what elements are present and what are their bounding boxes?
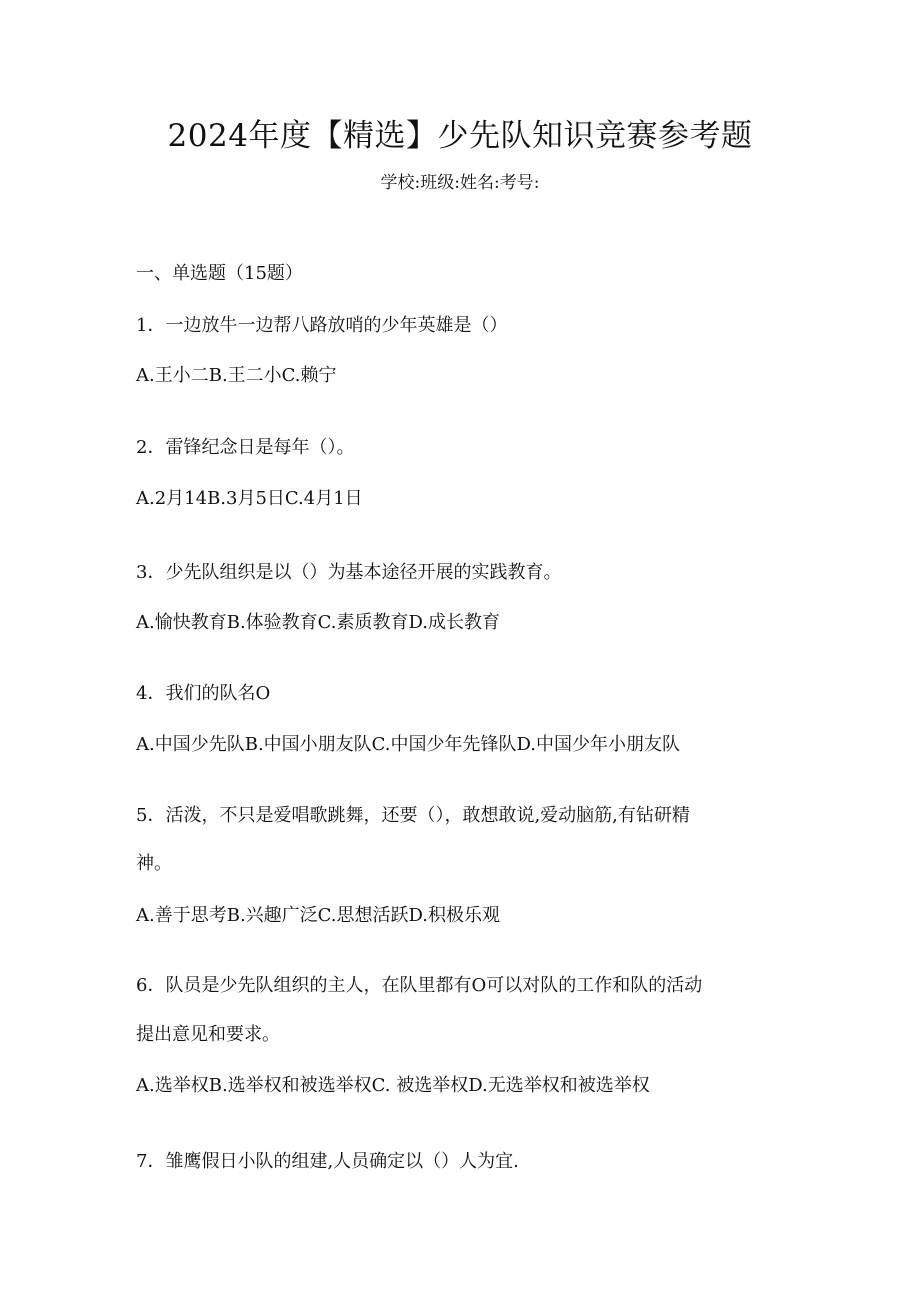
- question-5-options: A.善于思考B.兴趣广泛C.思想活跃D.积极乐观: [136, 905, 501, 926]
- question-4-options: A.中国少先队B.中国小朋友队C.中国少年先锋队D.中国少年小朋友队: [136, 734, 681, 755]
- section-heading: 一、单选题（15题）: [136, 263, 303, 284]
- question-5-stem-line-1: 5．活泼，不只是爱唱歌跳舞，还要（），敢想敢说,爱动脑筋,有钻研精: [136, 805, 690, 826]
- page-title: 2024年度【精选】少先队知识竞赛参考题: [167, 118, 753, 154]
- question-3-options: A.愉快教育B.体验教育C.素质教育D.成长教育: [136, 612, 501, 633]
- question-6-stem-line-2: 提出意见和要求。: [136, 1024, 280, 1045]
- question-7-stem: 7．雏鹰假日小队的组建,人员确定以（）人为宜.: [136, 1151, 519, 1172]
- question-6-stem-line-1: 6．队员是少先队组织的主人，在队里都有O可以对队的工作和队的活动: [136, 975, 703, 996]
- question-1-stem: 1．一边放牛一边帮八路放哨的少年英雄是（）: [136, 315, 508, 336]
- question-5-stem-line-2: 神。: [136, 853, 172, 874]
- question-3-stem: 3．少先队组织是以（）为基本途径开展的实践教育。: [136, 562, 562, 583]
- question-6-options: A.选举权B.选举权和被选举权C. 被选举权D.无选举权和被选举权: [136, 1075, 650, 1096]
- question-4-stem: 4．我们的队名O: [136, 683, 271, 704]
- student-info-line: 学校:班级:姓名:考号:: [380, 173, 540, 193]
- question-2-options: A.2月14B.3月5日C.4月1日: [136, 488, 363, 509]
- question-2-stem: 2．雷锋纪念日是每年（）。: [136, 437, 355, 458]
- question-1-options: A.王小二B.王二小C.赖宁: [136, 365, 337, 386]
